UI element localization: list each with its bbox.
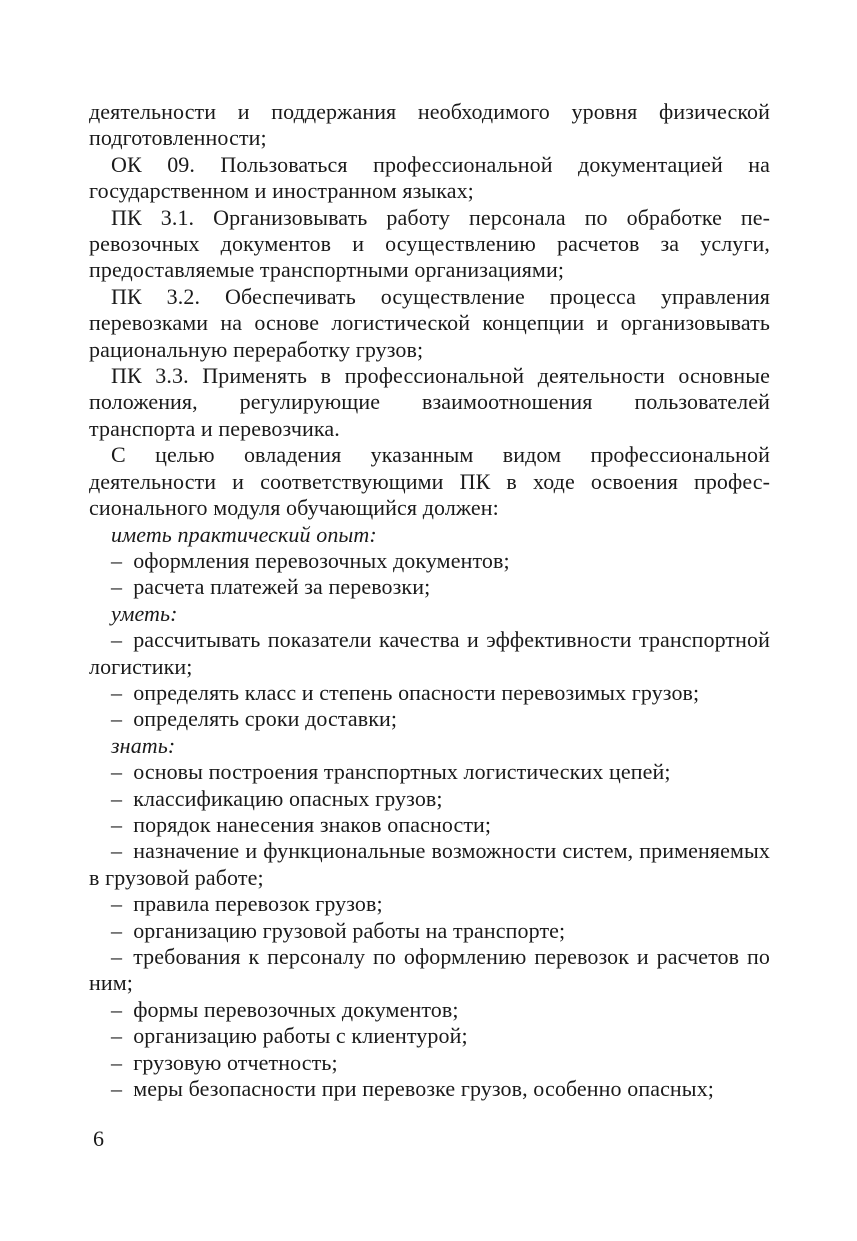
requirement-item: – рассчитывать показатели качества и эффективности транспортной логистики; (89, 627, 770, 679)
paragraph-ok-09: ОК 09. Пользоваться профессиональной документацией на государственном и иностранном языках; (89, 151, 770, 204)
requirement-item: – оформления перевозочных документов; (111, 547, 510, 573)
requirement-item: – формы перевозочных документов; (111, 996, 459, 1022)
heading-practical-experience: иметь практический опыт: (111, 521, 377, 547)
requirement-item: – организацию грузовой работы на транспорте; (111, 917, 566, 943)
paragraph-pk-3-3: ПК 3.3. Применять в профессиональной деятельности основные положения, регулирующие взаимоотношения пользователей транспорта и перевозчика. (89, 363, 770, 441)
requirement-item: – расчета платежей за перевозки; (111, 574, 431, 600)
page-text-block (89, 99, 770, 1102)
requirement-item: – порядок нанесения знаков опасности; (111, 811, 492, 837)
requirement-item: – определять класс и степень опасности перевозимых грузов; (111, 679, 700, 705)
requirement-item: – классификацию опасных грузов; (111, 785, 443, 811)
requirement-item: – меры безопасности при перевозке грузов, особенно опасных; (111, 1076, 715, 1102)
paragraph-continuation: деятельности и поддержания необходимого уровня физической подготовленности; (89, 99, 770, 151)
requirement-item: – назначение и функциональные возможности систем, применяемых в грузовой работе; (89, 838, 770, 890)
heading-be-able-to: уметь: (111, 600, 178, 626)
requirement-item: – организацию работы с клиентурой; (111, 1023, 468, 1049)
requirement-item: – определять сроки доставки; (111, 706, 398, 732)
paragraph-pk-3-2: ПК 3.2. Обеспечивать осуществление процесса управления перевозками на основе логистической концепции и организовывать рациональную переработку грузов; (89, 283, 770, 362)
heading-know: знать: (111, 732, 176, 758)
requirement-item: – требования к персоналу по оформлению перевозок и расчетов по ним; (89, 944, 770, 996)
requirement-item: – основы построения транспортных логистических цепей; (111, 759, 671, 785)
page-number: 6 (93, 1126, 104, 1151)
requirement-item: – правила перевозок грузов; (111, 891, 383, 917)
paragraph-pk-3-1: ПК 3.1. Организовывать работу персонала по обработке перевозочных документов и осуществлению расчетов за услуги, предоставляемые транспортными организациями; (89, 204, 770, 283)
requirement-item: – грузовую отчетность; (111, 1049, 338, 1075)
paragraph-module-goal: С целью овладения указанным видом профессиональной деятельности и соответствующими ПК в ходе освоения профессионального модуля обучающийся должен: (89, 442, 770, 521)
